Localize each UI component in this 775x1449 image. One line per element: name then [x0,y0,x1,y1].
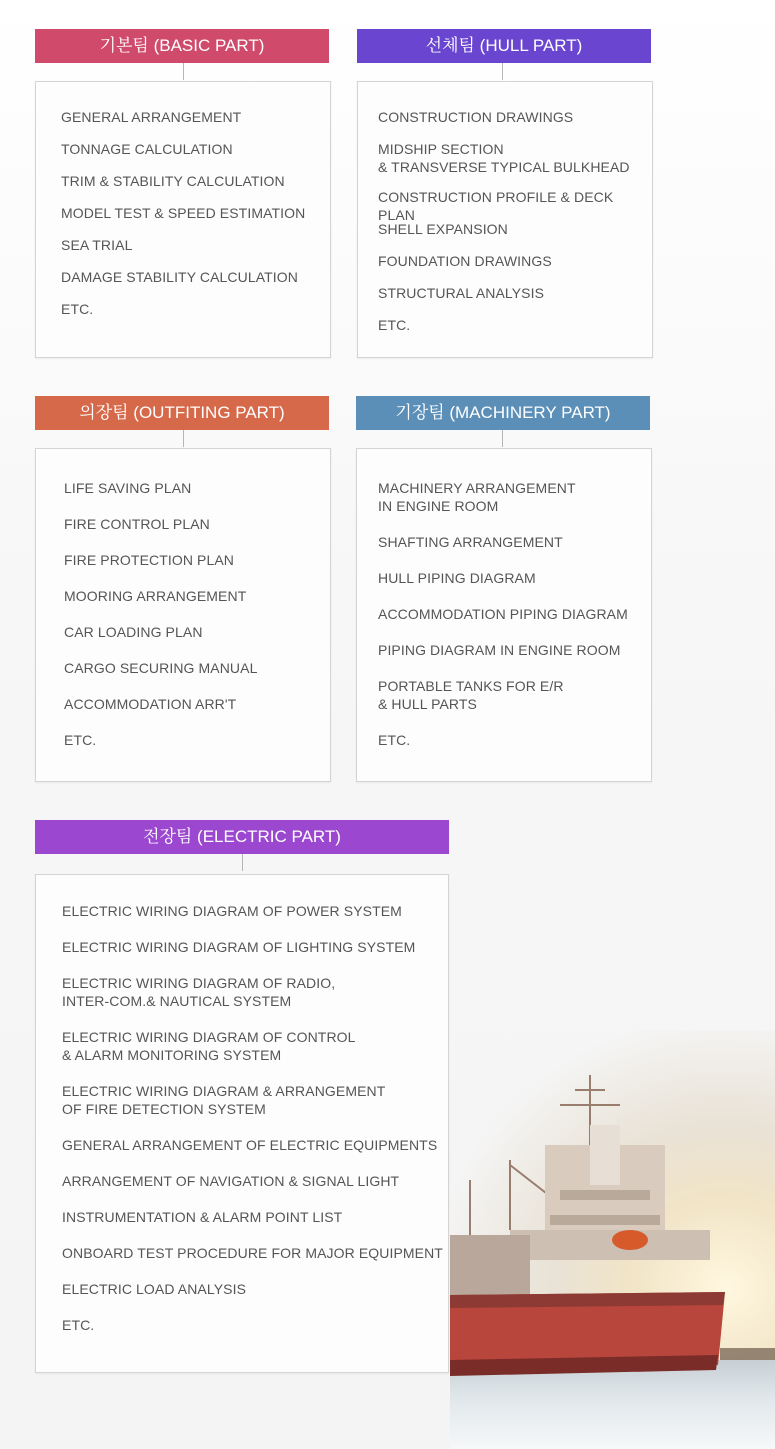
electric-list-item: ELECTRIC WIRING DIAGRAM OF CONTROL & ALARM MONITORING SYSTEM [62,1029,356,1063]
electric-list-item: ELECTRIC WIRING DIAGRAM OF RADIO, INTER-COM.& NAUTICAL SYSTEM [62,975,336,1009]
electric-list-item: INSTRUMENTATION & ALARM POINT LIST [62,1209,343,1225]
machinery-list-item: ACCOMMODATION PIPING DIAGRAM [378,606,628,622]
hull-list-item: MIDSHIP SECTION & TRANSVERSE TYPICAL BULKHEAD [378,141,630,175]
basic-list-item: MODEL TEST & SPEED ESTIMATION [61,205,306,221]
basic-list-item: GENERAL ARRANGEMENT [61,109,242,125]
hull-list-item: STRUCTURAL ANALYSIS [378,285,545,301]
electric-list-item: GENERAL ARRANGEMENT OF ELECTRIC EQUIPMENTS [62,1137,438,1153]
basic-list-item: SEA TRIAL [61,237,133,253]
outfitting-list-item: MOORING ARRANGEMENT [64,588,247,604]
outfitting-list-item: FIRE CONTROL PLAN [64,516,210,532]
ship-illustration [450,1030,775,1449]
panel-basic-part [35,29,331,359]
outfitting-part-header: 의장팀 (OUTFITING PART) [35,396,329,430]
basic-part-header: 기본팀 (BASIC PART) [35,29,329,63]
basic-list-item: ETC. [61,301,94,317]
machinery-list-item: MACHINERY ARRANGEMENT IN ENGINE ROOM [378,480,576,514]
hull-list-item: CONSTRUCTION PROFILE & DECK PLAN [378,189,614,223]
electric-part-header: 전장팀 (ELECTRIC PART) [35,820,449,854]
ship-icon [450,1030,775,1449]
machinery-list-item: ETC. [378,732,411,748]
machinery-list-item: PORTABLE TANKS FOR E/R & HULL PARTS [378,678,564,712]
machinery-list-item: SHAFTING ARRANGEMENT [378,534,563,550]
hull-list-item: FOUNDATION DRAWINGS [378,253,552,269]
hull-part-header: 선체팀 (HULL PART) [357,29,651,63]
electric-list-item: ELECTRIC WIRING DIAGRAM & ARRANGEMENT OF FIRE DETECTION SYSTEM [62,1083,386,1117]
outfitting-list-item: ETC. [64,732,97,748]
panel-machinery-part [356,396,652,782]
header-connector [502,430,503,447]
outfitting-list-item: ACCOMMODATION ARR'T [64,696,237,712]
electric-list-item: ARRANGEMENT OF NAVIGATION & SIGNAL LIGHT [62,1173,400,1189]
machinery-list-item: HULL PIPING DIAGRAM [378,570,536,586]
hull-list-item: CONSTRUCTION DRAWINGS [378,109,574,125]
header-connector [183,63,184,80]
outfitting-list-item: CARGO SECURING MANUAL [64,660,258,676]
basic-list-item: TONNAGE CALCULATION [61,141,233,157]
header-connector [502,63,503,80]
electric-list-item: ETC. [62,1317,95,1333]
electric-list-item: ELECTRIC WIRING DIAGRAM OF LIGHTING SYSTEM [62,939,416,955]
panel-hull-part [357,29,653,359]
outfitting-list-item: LIFE SAVING PLAN [64,480,192,496]
electric-list-item: ELECTRIC LOAD ANALYSIS [62,1281,247,1297]
hull-list-item: ETC. [378,317,411,333]
panel-electric-part [35,820,451,1375]
machinery-list-item: PIPING DIAGRAM IN ENGINE ROOM [378,642,621,658]
outfitting-list-item: CAR LOADING PLAN [64,624,203,640]
header-connector [242,854,243,871]
panel-outfitting-part [35,396,331,782]
header-connector [183,430,184,447]
outfitting-list-item: FIRE PROTECTION PLAN [64,552,235,568]
machinery-part-header: 기장팀 (MACHINERY PART) [356,396,650,430]
hull-list-item: SHELL EXPANSION [378,221,508,237]
basic-list-item: TRIM & STABILITY CALCULATION [61,173,285,189]
electric-list-item: ONBOARD TEST PROCEDURE FOR MAJOR EQUIPMENT [62,1245,443,1261]
electric-list-item: ELECTRIC WIRING DIAGRAM OF POWER SYSTEM [62,903,402,919]
basic-list-item: DAMAGE STABILITY CALCULATION [61,269,298,285]
